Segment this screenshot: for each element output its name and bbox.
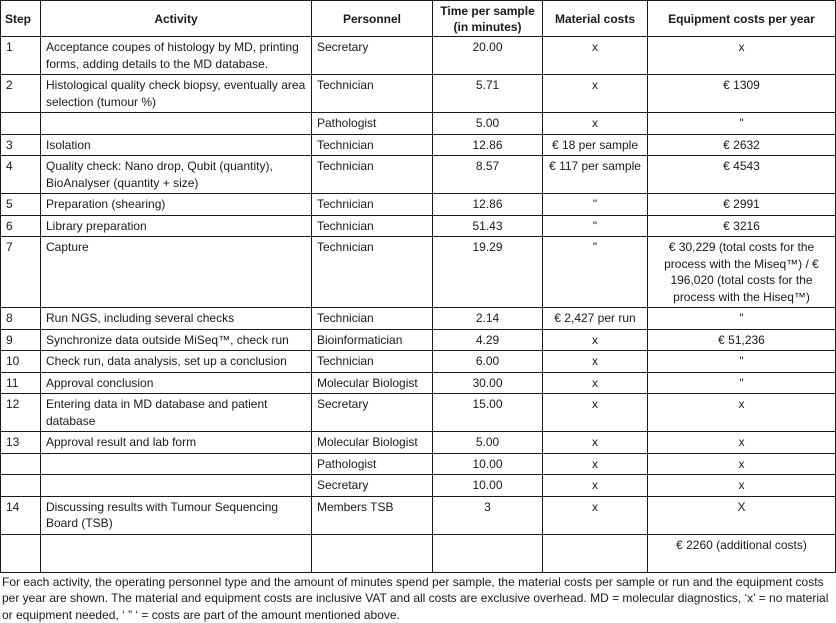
cell-time: 8.57: [433, 156, 543, 194]
table-row: [1, 37, 836, 75]
cell-equipment: x: [648, 37, 836, 75]
cell-material: x: [543, 37, 648, 75]
cell-personnel: Bioinformatician: [312, 329, 433, 351]
table-footnote: For each activity, the operating personnel type and the amount of minutes spend per sample, the material costs per sample or run and the equipment costs per year are shown. The material and equipment costs are inclusive VAT and all costs are exclusive overhead. MD = molecular diagnostics, ‘x’ = no material or equipment needed, ‘ ” ‘ = costs are part of the amount mentioned above.: [0, 573, 834, 623]
cell-step: [1, 113, 41, 135]
cell-material: [543, 534, 648, 572]
cell-activity: [41, 534, 312, 572]
cell-equipment: ": [648, 351, 836, 373]
cell-personnel: Technician: [312, 75, 433, 113]
cell-personnel: Molecular Biologist: [312, 372, 433, 394]
cell-personnel: [312, 534, 433, 572]
cell-activity: Approval result and lab form: [41, 432, 312, 454]
cell-activity: Capture: [41, 237, 312, 308]
cell-activity: Approval conclusion: [41, 372, 312, 394]
cell-step: 5: [1, 194, 41, 216]
table-row: [1, 194, 836, 216]
table-row: [1, 534, 836, 572]
table-row: [1, 394, 836, 432]
cell-equipment: ": [648, 113, 836, 135]
cell-material: € 2,427 per run: [543, 308, 648, 330]
table-row: [1, 308, 836, 330]
cell-personnel: Technician: [312, 215, 433, 237]
cell-personnel: Secretary: [312, 37, 433, 75]
cell-equipment: € 2632: [648, 134, 836, 156]
table-row: [1, 215, 836, 237]
cell-activity: Entering data in MD database and patient database: [41, 394, 312, 432]
cell-step: 3: [1, 134, 41, 156]
cell-material: x: [543, 351, 648, 373]
cell-material: ": [543, 215, 648, 237]
cell-step: 14: [1, 496, 41, 534]
cell-activity: Histological quality check biopsy, eventually area selection (tumour %): [41, 75, 312, 113]
cell-activity: Discussing results with Tumour Sequencing Board (TSB): [41, 496, 312, 534]
cell-time: 12.86: [433, 194, 543, 216]
header-equipment: Equipment costs per year: [648, 1, 836, 37]
header-activity: Activity: [41, 1, 312, 37]
cell-step: 1: [1, 37, 41, 75]
cell-step: 13: [1, 432, 41, 454]
cell-personnel: Pathologist: [312, 113, 433, 135]
cell-equipment: € 1309: [648, 75, 836, 113]
cell-personnel: Technician: [312, 351, 433, 373]
cell-time: 51.43: [433, 215, 543, 237]
cell-step: [1, 453, 41, 475]
cell-step: 8: [1, 308, 41, 330]
cell-time: 30.00: [433, 372, 543, 394]
cell-time: 5.00: [433, 113, 543, 135]
cell-activity: [41, 453, 312, 475]
cell-personnel: Secretary: [312, 394, 433, 432]
header-time: Time per sample (in minutes): [433, 1, 543, 37]
cell-personnel: Technician: [312, 134, 433, 156]
table-row: [1, 475, 836, 497]
table-row: [1, 113, 836, 135]
cell-time: 20.00: [433, 37, 543, 75]
cell-time: 15.00: [433, 394, 543, 432]
cell-equipment: € 2260 (additional costs): [648, 534, 836, 572]
cell-activity: Acceptance coupes of histology by MD, printing forms, adding details to the MD database.: [41, 37, 312, 75]
cell-time: 5.00: [433, 432, 543, 454]
cell-equipment: x: [648, 432, 836, 454]
table-row: [1, 351, 836, 373]
cell-material: x: [543, 475, 648, 497]
cell-material: x: [543, 432, 648, 454]
table-row: [1, 75, 836, 113]
cell-equipment: ": [648, 308, 836, 330]
cell-step: [1, 534, 41, 572]
cell-activity: Preparation (shearing): [41, 194, 312, 216]
cell-personnel: Technician: [312, 237, 433, 308]
cell-material: x: [543, 372, 648, 394]
cell-equipment: € 51,236: [648, 329, 836, 351]
cell-equipment: x: [648, 453, 836, 475]
cell-material: € 117 per sample: [543, 156, 648, 194]
cell-personnel: Technician: [312, 308, 433, 330]
table-body: [1, 37, 836, 573]
header-material: Material costs: [543, 1, 648, 37]
cell-time: 10.00: [433, 475, 543, 497]
cell-equipment: x: [648, 394, 836, 432]
cell-step: 9: [1, 329, 41, 351]
cell-material: € 18 per sample: [543, 134, 648, 156]
cell-time: 4.29: [433, 329, 543, 351]
cell-step: 12: [1, 394, 41, 432]
cell-material: ": [543, 194, 648, 216]
cell-equipment: € 4543: [648, 156, 836, 194]
header-personnel: Personnel: [312, 1, 433, 37]
cell-time: 10.00: [433, 453, 543, 475]
cell-activity: Quality check: Nano drop, Qubit (quantity), BioAnalyser (quantity + size): [41, 156, 312, 194]
cell-personnel: Technician: [312, 156, 433, 194]
header-step: Step: [1, 1, 41, 37]
cell-personnel: Pathologist: [312, 453, 433, 475]
cell-material: ": [543, 237, 648, 308]
cell-step: 11: [1, 372, 41, 394]
cell-step: 6: [1, 215, 41, 237]
table-row: [1, 372, 836, 394]
cell-equipment: € 30,229 (total costs for the process with the Miseq™) / € 196,020 (total costs for the process with the Hiseq™): [648, 237, 836, 308]
cell-activity: Synchronize data outside MiSeq™, check run: [41, 329, 312, 351]
cell-step: 2: [1, 75, 41, 113]
cell-material: x: [543, 496, 648, 534]
cell-equipment: x: [648, 475, 836, 497]
table-row: [1, 237, 836, 308]
cell-time: [433, 534, 543, 572]
cell-personnel: Molecular Biologist: [312, 432, 433, 454]
cell-time: 3: [433, 496, 543, 534]
header-row: [1, 1, 836, 37]
table-row: [1, 496, 836, 534]
cell-activity: Check run, data analysis, set up a conclusion: [41, 351, 312, 373]
cell-activity: Run NGS, including several checks: [41, 308, 312, 330]
cell-step: 10: [1, 351, 41, 373]
cell-personnel: Members TSB: [312, 496, 433, 534]
cell-activity: Isolation: [41, 134, 312, 156]
cell-equipment: X: [648, 496, 836, 534]
cell-activity: [41, 113, 312, 135]
table-row: [1, 329, 836, 351]
cell-activity: [41, 475, 312, 497]
cell-time: 6.00: [433, 351, 543, 373]
cell-step: 7: [1, 237, 41, 308]
cell-personnel: Technician: [312, 194, 433, 216]
table-row: [1, 134, 836, 156]
cell-material: x: [543, 453, 648, 475]
cell-material: x: [543, 329, 648, 351]
table-row: [1, 156, 836, 194]
cell-time: 2.14: [433, 308, 543, 330]
cell-step: 4: [1, 156, 41, 194]
cell-equipment: € 3216: [648, 215, 836, 237]
cell-material: x: [543, 75, 648, 113]
cell-equipment: ": [648, 372, 836, 394]
table-row: [1, 432, 836, 454]
cell-time: 19.29: [433, 237, 543, 308]
cell-personnel: Secretary: [312, 475, 433, 497]
cell-material: x: [543, 113, 648, 135]
cell-material: x: [543, 394, 648, 432]
cell-time: 5.71: [433, 75, 543, 113]
table-row: [1, 453, 836, 475]
cell-activity: Library preparation: [41, 215, 312, 237]
cell-step: [1, 475, 41, 497]
cell-time: 12.86: [433, 134, 543, 156]
cell-equipment: € 2991: [648, 194, 836, 216]
